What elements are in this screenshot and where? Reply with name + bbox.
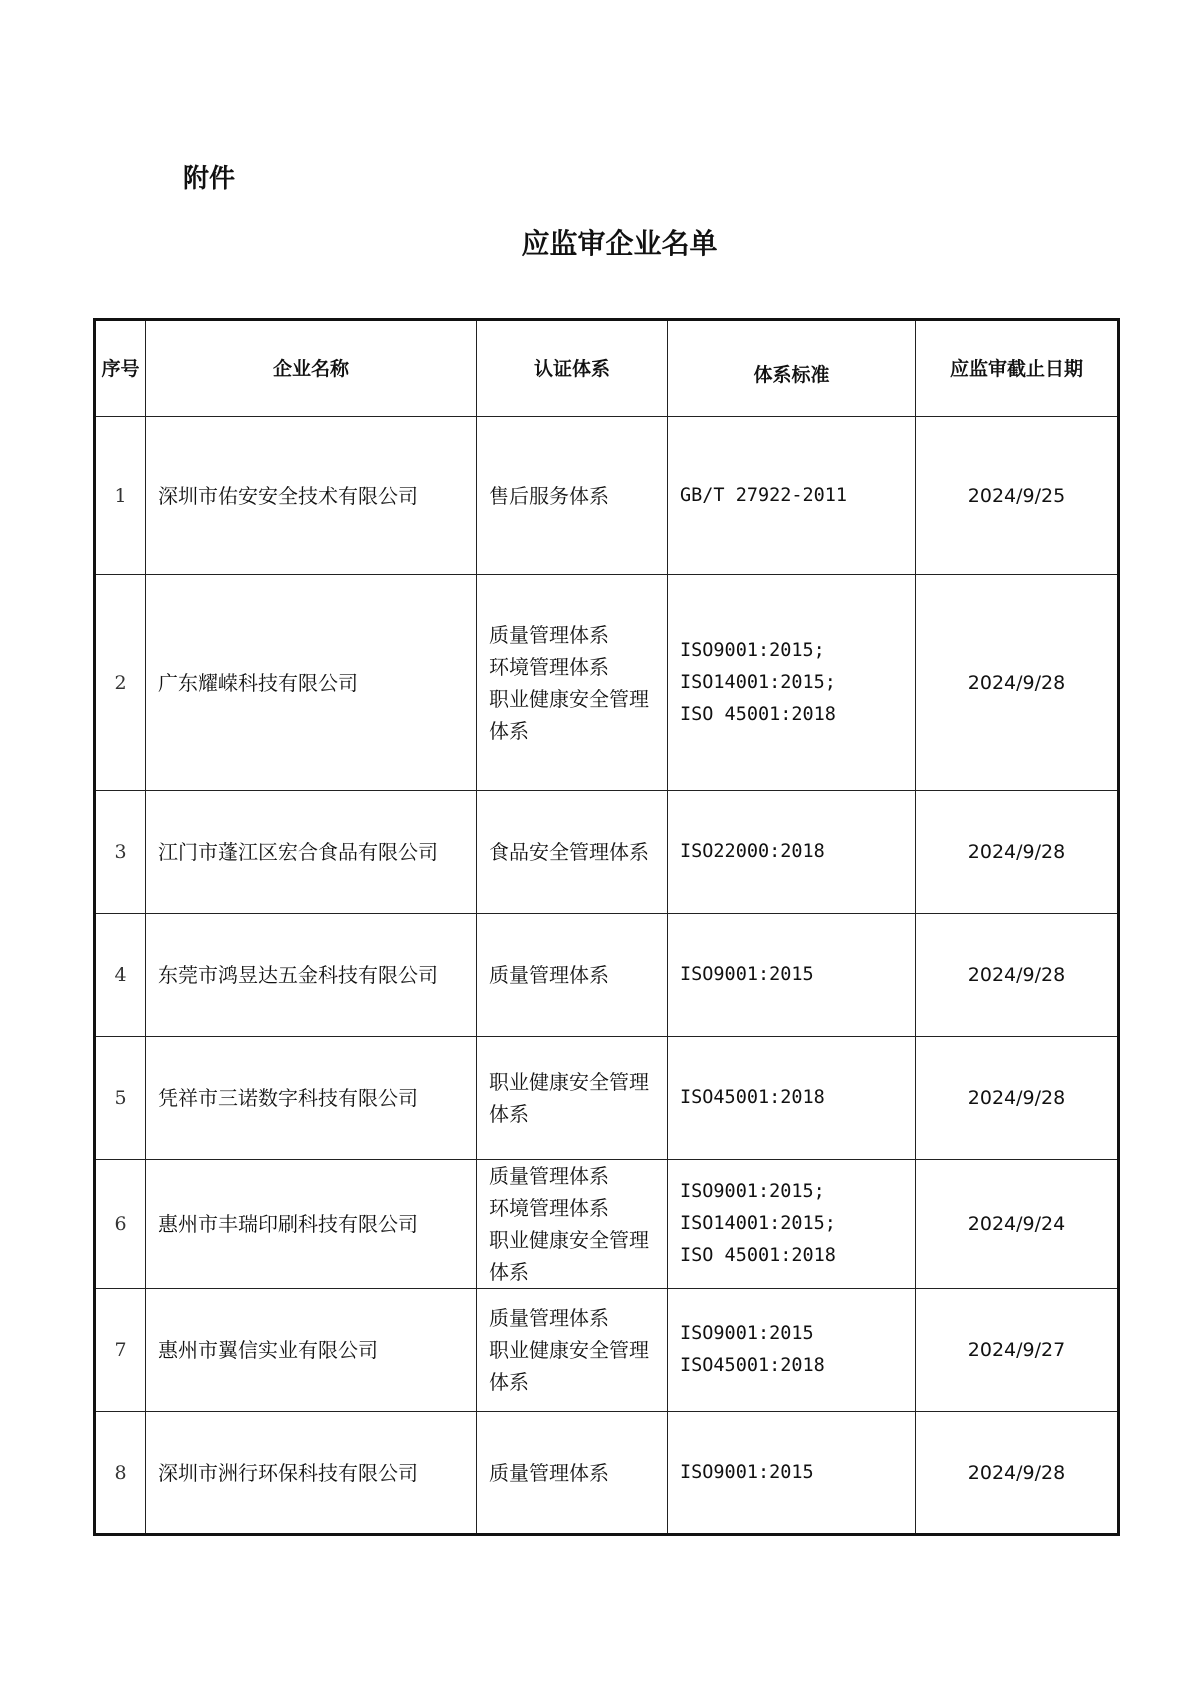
certification-system [477, 1160, 668, 1289]
system-line: 职业健康安全管理体系 [489, 1070, 649, 1126]
header-company: 企业名称 [146, 320, 477, 417]
system-line: 环境管理体系 [489, 1196, 609, 1220]
page-title: 应监审企业名单 [521, 227, 718, 260]
row-number: 3 [95, 791, 146, 914]
system-line: 职业健康安全管理体系 [489, 1228, 649, 1284]
deadline-date: 2024/9/28 [916, 1037, 1119, 1160]
standard-line: GB/T 27922-2011 [680, 484, 848, 506]
certification-system [477, 1037, 668, 1160]
system-line: 质量管理体系 [489, 622, 609, 647]
table-row [95, 575, 1119, 791]
deadline-date: 2024/9/28 [916, 791, 1119, 914]
certification-system [477, 575, 668, 791]
system-standard [668, 1289, 916, 1412]
system-standard [668, 1160, 916, 1289]
certification-system [477, 791, 668, 914]
company-list-table [93, 318, 1120, 1536]
system-standard [668, 575, 916, 791]
system-standard [668, 1412, 916, 1535]
system-line: 职业健康安全管理体系 [489, 1338, 649, 1394]
table-row [95, 1289, 1119, 1412]
header-deadline: 应监审截止日期 [916, 320, 1119, 417]
standard-line: ISO45001:2018 [680, 1355, 825, 1376]
deadline-date: 2024/9/25 [916, 417, 1119, 575]
system-line: 质量管理体系 [489, 1164, 609, 1188]
company-name: 惠州市翼信实业有限公司 [146, 1289, 477, 1412]
row-number: 5 [95, 1037, 146, 1160]
row-number: 6 [95, 1160, 146, 1289]
system-standard [668, 791, 916, 914]
table-row [95, 417, 1119, 575]
header-system: 认证体系 [477, 320, 668, 417]
deadline-date: 2024/9/27 [916, 1289, 1119, 1412]
table-row [95, 914, 1119, 1037]
standard-line: ISO9001:2015; [680, 639, 825, 661]
system-line: 质量管理体系 [489, 1306, 609, 1330]
standard-line: ISO9001:2015; [680, 1181, 825, 1202]
system-line: 食品安全管理体系 [489, 840, 649, 864]
certification-system [477, 1412, 668, 1535]
system-line: 职业健康安全管理体系 [489, 686, 649, 743]
standard-line: ISO 45001:2018 [680, 1245, 836, 1266]
deadline-date: 2024/9/28 [916, 914, 1119, 1037]
standard-line: ISO14001:2015; [680, 1213, 836, 1234]
table-row [95, 1037, 1119, 1160]
header-seq: 序号 [95, 320, 146, 417]
standard-line: ISO22000:2018 [680, 841, 825, 862]
company-name: 深圳市佑安安全技术有限公司 [146, 417, 477, 575]
standard-line: ISO9001:2015 [680, 1461, 814, 1483]
standard-line: ISO9001:2015 [680, 1323, 814, 1344]
company-name: 东莞市鸿昱达五金科技有限公司 [146, 914, 477, 1037]
row-number: 1 [95, 417, 146, 575]
company-name: 凭祥市三诺数字科技有限公司 [146, 1037, 477, 1160]
standard-line: ISO45001:2018 [680, 1087, 825, 1108]
system-standard [668, 1037, 916, 1160]
standard-line: ISO 45001:2018 [680, 703, 836, 725]
deadline-date: 2024/9/28 [916, 575, 1119, 791]
table-row [95, 1160, 1119, 1289]
standard-line: ISO9001:2015 [680, 964, 814, 985]
attachment-label: 附件 [183, 164, 236, 194]
row-number: 7 [95, 1289, 146, 1412]
header-standard: 体系标准 [668, 320, 916, 417]
company-name: 深圳市洲行环保科技有限公司 [146, 1412, 477, 1535]
system-line: 环境管理体系 [489, 654, 609, 679]
row-number: 2 [95, 575, 146, 791]
standard-line: ISO14001:2015; [680, 671, 836, 693]
system-standard [668, 914, 916, 1037]
company-name: 惠州市丰瑞印刷科技有限公司 [146, 1160, 477, 1289]
certification-system [477, 1289, 668, 1412]
row-number: 8 [95, 1412, 146, 1535]
deadline-date: 2024/9/28 [916, 1412, 1119, 1535]
deadline-date: 2024/9/24 [916, 1160, 1119, 1289]
system-standard [668, 417, 916, 575]
system-line: 售后服务体系 [489, 483, 609, 508]
system-line: 质量管理体系 [489, 963, 609, 987]
table-row [95, 791, 1119, 914]
system-line: 质量管理体系 [489, 1460, 609, 1485]
row-number: 4 [95, 914, 146, 1037]
certification-system [477, 914, 668, 1037]
company-name: 江门市蓬江区宏合食品有限公司 [146, 791, 477, 914]
table-body [95, 417, 1119, 1535]
table-row [95, 1412, 1119, 1535]
company-name: 广东耀嵘科技有限公司 [146, 575, 477, 791]
table-header-row [95, 320, 1119, 417]
certification-system [477, 417, 668, 575]
